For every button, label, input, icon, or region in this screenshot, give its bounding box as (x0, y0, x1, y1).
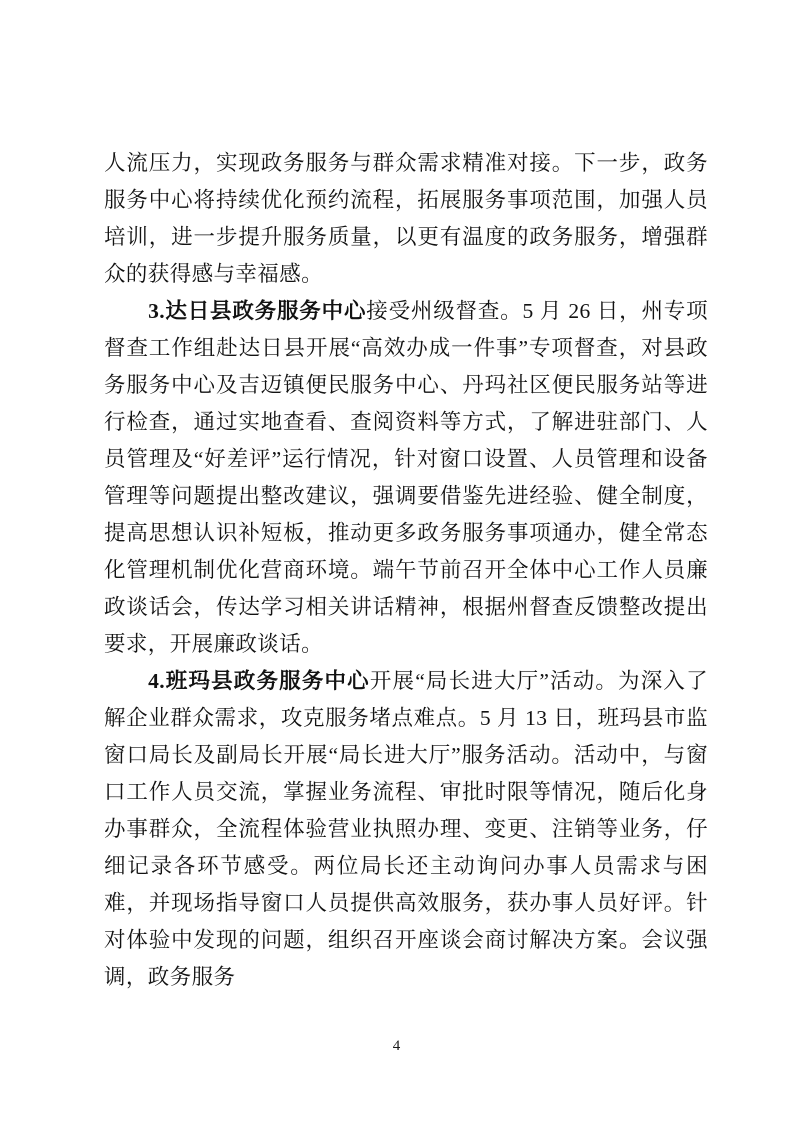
paragraph-text: 人流压力，实现政务服务与群众需求精准对接。下一步，政务服务中心将持续优化预约流程，拓展服务事项范围，加强人员培训，进一步提升服务质量，以更有温度的政务服务，增强群众的获得感与幸福感。 (104, 151, 708, 286)
section-4-heading: 4.班玛县政务服务中心 (148, 669, 370, 693)
paragraph-section-4 (104, 663, 708, 996)
paragraph-continuation (104, 145, 708, 293)
paragraph-text: 开展“局长进大厅”活动。为深入了解企业群众需求，攻克服务堵点难点。5 月 13 日，班玛县市监窗口局长及副局长开展“局长进大厅”服务活动。活动中，与窗口工作人员交流，掌握业务流程、审批时限等情况，随后化身办事群众，全流程体验营业执照办理、变更、注销等业务，仔细记录各环节感受。两位局长还主动询问办事人员需求与困难，并现场指导窗口人员提供高效服务，获办事人员好评。针对体验中发现的问题，组织召开座谈会商讨解决方案。会议强调，政务服务 (104, 669, 708, 989)
paragraph-text: 接受州级督查。5 月 26 日，州专项督查工作组赴达日县开展“高效办成一件事”专项督查，对县政务服务中心及吉迈镇便民服务中心、丹玛社区便民服务站等进行检查，通过实地查看、查阅资料等方式，了解进驻部门、人员管理及“好差评”运行情况，针对窗口设置、人员管理和设备管理等问题提出整改建议，强调要借鉴先进经验、健全制度，提高思想认识补短板，推动更多政务服务事项通办，健全常态化管理机制优化营商环境。端午节前召开全体中心工作人员廉政谈话会，传达学习相关讲话精神，根据州督查反馈整改提出要求，开展廉政谈话。 (104, 299, 708, 656)
document-body (104, 145, 708, 996)
paragraph-section-3 (104, 293, 708, 663)
page-footer (0, 1036, 793, 1056)
page-number: 4 (392, 1038, 401, 1054)
section-3-heading: 3.达日县政务服务中心 (148, 299, 367, 323)
